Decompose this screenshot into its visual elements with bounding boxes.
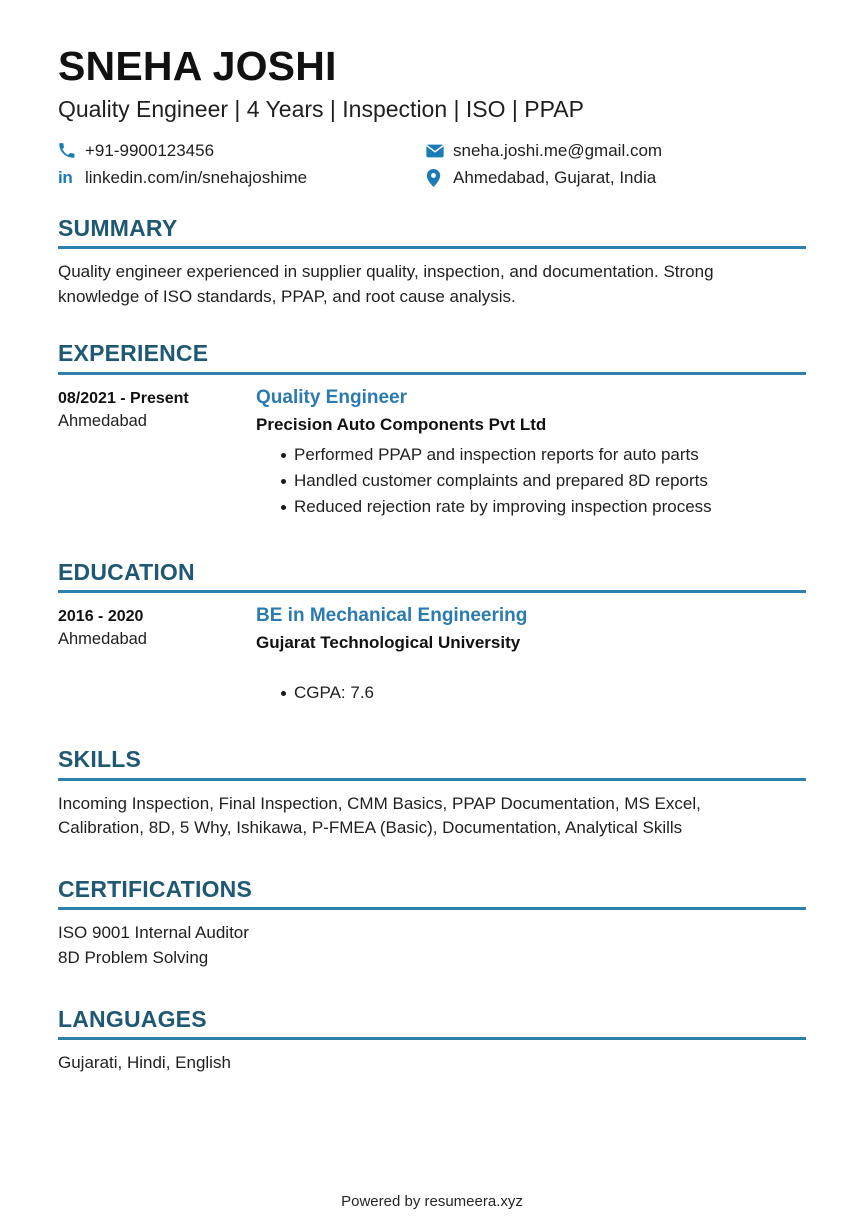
section-divider xyxy=(58,1037,806,1040)
header xyxy=(58,44,806,124)
footer-credit: Powered by resumeera.xyz xyxy=(341,1193,523,1210)
candidate-name: SNEHA JOSHI xyxy=(58,43,337,89)
candidate-headline: Quality Engineer | 4 Years | Inspection | ISO | PPAP xyxy=(58,95,584,122)
location-icon xyxy=(426,169,448,187)
section-languages xyxy=(58,1006,806,1076)
section-certifications xyxy=(58,876,806,971)
education-entry-location: Ahmedabad xyxy=(58,630,147,649)
section-divider xyxy=(58,778,806,781)
skills-text: Incoming Inspection, Final Inspection, CMM Basics, PPAP Documentation, MS Excel, Calibration, 8D, 5 Why, Ishikawa, P-FMEA (Basic), Documentation, Analytical Skills xyxy=(58,793,701,838)
education-entry-body xyxy=(256,604,806,706)
experience-entry-title: Quality Engineer xyxy=(256,386,407,408)
section-title-experience: EXPERIENCE xyxy=(58,340,209,367)
contact-location-text: Ahmedabad, Gujarat, India xyxy=(453,167,657,187)
experience-entry-location: Ahmedabad xyxy=(58,412,147,431)
languages-text: Gujarati, Hindi, English xyxy=(58,1053,231,1073)
section-title-summary: SUMMARY xyxy=(58,214,178,241)
education-entry xyxy=(58,604,806,706)
experience-entry-meta xyxy=(58,386,256,434)
education-entry-meta xyxy=(58,604,256,652)
education-entry-bullets xyxy=(256,680,806,706)
contact-info xyxy=(58,140,806,189)
email-icon xyxy=(426,142,448,160)
contact-phone[interactable] xyxy=(58,140,426,162)
education-entry-date: 2016 - 2020 xyxy=(58,608,144,626)
contact-linkedin[interactable] xyxy=(58,167,426,189)
certification-item: 8D Problem Solving xyxy=(58,948,209,968)
list-item: Performed PPAP and inspection reports for auto parts xyxy=(281,442,806,468)
experience-entry-bullets xyxy=(256,442,806,521)
summary-text: Quality engineer experienced in supplier quality, inspection, and documentation. Strong knowledge of ISO standards, PPAP, and root cause analysis. xyxy=(58,262,714,306)
section-education xyxy=(58,559,806,707)
section-skills xyxy=(58,746,806,841)
contact-email[interactable] xyxy=(426,140,806,162)
section-experience xyxy=(58,340,806,520)
section-divider xyxy=(58,372,806,375)
certification-item: ISO 9001 Internal Auditor xyxy=(58,923,249,943)
list-item: Handled customer complaints and prepared 8D reports xyxy=(281,468,806,494)
experience-entry-body xyxy=(256,386,806,521)
section-title-education: EDUCATION xyxy=(58,558,195,585)
contact-location xyxy=(426,167,806,189)
contact-email-text: sneha.joshi.me@gmail.com xyxy=(453,140,663,160)
section-divider xyxy=(58,907,806,910)
phone-icon xyxy=(58,142,80,160)
experience-entry-date: 08/2021 - Present xyxy=(58,389,189,407)
section-divider xyxy=(58,590,806,593)
experience-entry xyxy=(58,386,806,521)
experience-entry-organization: Precision Auto Components Pvt Ltd xyxy=(256,414,547,434)
contact-linkedin-text: linkedin.com/in/snehajoshime xyxy=(85,167,308,187)
contact-phone-text: +91-9900123456 xyxy=(85,140,215,160)
section-summary xyxy=(58,215,806,310)
section-title-certifications: CERTIFICATIONS xyxy=(58,875,253,902)
list-item: Reduced rejection rate by improving inspection process xyxy=(281,494,806,520)
section-title-skills: SKILLS xyxy=(58,746,141,773)
education-entry-organization: Gujarat Technological University xyxy=(256,632,521,652)
section-title-languages: LANGUAGES xyxy=(58,1005,207,1032)
list-item: CGPA: 7.6 xyxy=(281,680,806,706)
linkedin-icon: in xyxy=(58,167,73,187)
education-entry-title: BE in Mechanical Engineering xyxy=(256,605,528,627)
section-divider xyxy=(58,246,806,249)
